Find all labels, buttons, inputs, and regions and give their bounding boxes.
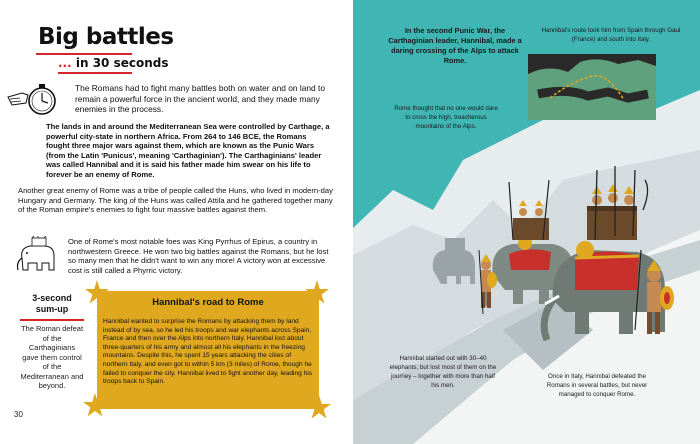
summary-text: The Roman defeat of the Carthaginians gave them control of the Mediterranean and beyond. [20,324,84,390]
pyrrhus-paragraph: One of Rome's most notable foes was King Pyrrhus of Epirus, a country in northwestern Greece. He won two big battles against the Romans, but he lost so many men that he didn't want to win any more! A victory won at excessive cost is still called a Phyrric victory. [68,237,329,275]
route-map [528,54,656,120]
star-decoration-icon [82,392,108,418]
war-elephant-icon [14,236,62,276]
punic-wars-paragraph: The lands in and around the Mediterranean Sea were controlled by Carthage, a powerful city-state in northern Africa. From 264 to 146 BCE, the Romans fought three major wars against them, which are known as the Punic Wars (from the Latin 'Punicus', meaning 'Carthaginian'). The Carthaginians' leader was called Hannibal and it is said his father made him swear on his life to forever be an enemy of Rome. [46,122,330,179]
huns-paragraph: Another great enemy of Rome was a tribe of people called the Huns, who lived in modern-day Hungary and Germany. The king of the Huns was called Attila and he gathered together many of the Roman empire's enemies to fight four massive battles against them. [18,186,333,215]
subtitle-dots: ... [58,56,72,70]
caption-top: In the second Punic War, the Carthaginian leader, Hannibal, made a daring crossing of the Alps to attack Rome. [388,26,522,65]
title-underline [36,53,132,55]
route-map-drawing [528,54,656,120]
summary-title: 3-second sum-up [32,293,72,314]
caption-map: Hannibal's route took him from Spain through Gaul (France) and south into Italy. [541,27,681,43]
caption-end: Once in Italy, Hannibal defeated the Romans in several battles, but never managed to conquer Rome. [546,373,648,398]
star-decoration-icon [304,279,330,305]
intro-paragraph: The Romans had to fight many battles both on water and on land to remain a powerful force in the ancient world, and they made many enemies in the process. [75,83,326,115]
caption-start: Hannibal started out with 30–40 elephants, but lost most of them on the journey – together with more than half his men. [389,355,497,389]
hannibal-box-text: Hannibal wanted to surprise the Romans by attacking them by land instead of by sea, so he led his troops and war elephants across Spain, France and then over the Alps into northern Italy. Hannibal lost about three-quarters of his army and almost all his elephants in the freezing mountains. Despite this, he spent 15 years attacking the cities of northern Italy, and even got to within 5 km (3 miles) of Rome, though he failed to conquer the city. Hannibal lived to fight another day, leading his troops back to Spain. [103,318,313,386]
page-title: Big battles [38,24,174,50]
summary-underline [20,319,84,321]
star-decoration-icon [306,394,332,420]
star-decoration-icon [84,279,110,305]
page-subtitle [58,56,169,70]
page-number: 30 [14,410,23,419]
caption-mountains: Rome thought that no one would dare to cross the high, treacherous mountains of the Alps. [394,105,498,130]
stopwatch-icon [6,83,66,117]
subtitle-underline [58,72,132,74]
hannibal-box-title: Hannibal's road to Rome [152,297,264,308]
subtitle-text: in 30 seconds [75,56,169,70]
hannibal-box [97,291,319,409]
